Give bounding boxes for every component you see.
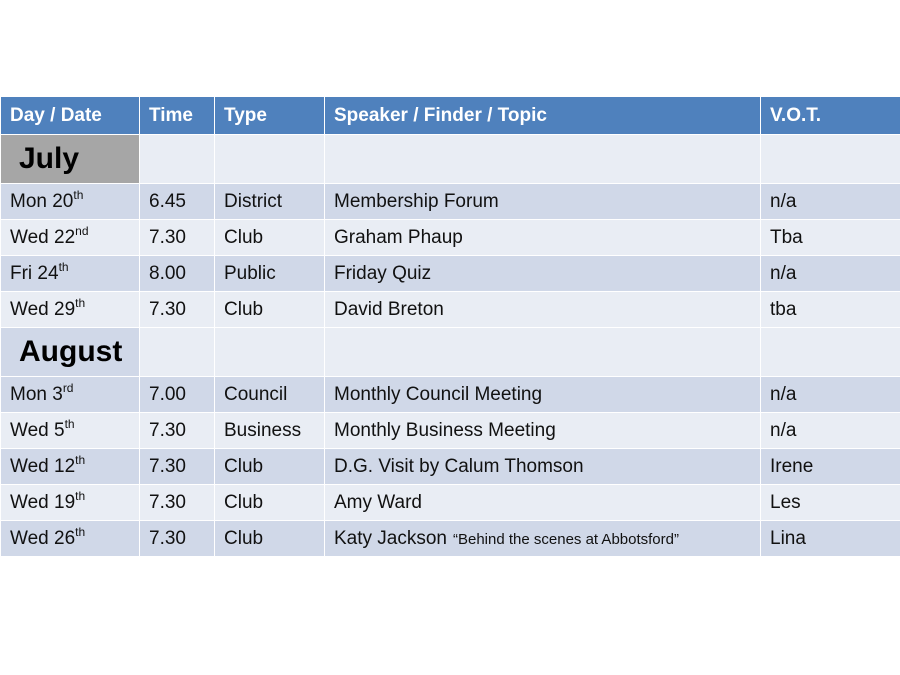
header-row (1, 97, 900, 135)
topic-cell: Monthly Business Meeting (325, 413, 761, 449)
day-cell: Fri 24th (1, 256, 140, 292)
topic-quote: “Behind the scenes at Abbotsford” (453, 530, 679, 548)
type-cell: District (215, 184, 325, 220)
vot-cell: Les (761, 485, 900, 521)
topic-cell: Katy Jackson “Behind the scenes at Abbotsford” (325, 521, 761, 557)
schedule-table (0, 96, 900, 557)
vot-cell: Irene (761, 449, 900, 485)
type-cell: Club (215, 449, 325, 485)
header-vot: V.O.T. (761, 97, 900, 135)
day-cell: Wed 29th (1, 292, 140, 328)
topic-cell: D.G. Visit by Calum Thomson (325, 449, 761, 485)
time-cell: 8.00 (140, 256, 215, 292)
header-speaker-topic: Speaker / Finder / Topic (325, 97, 761, 135)
time-cell: 7.30 (140, 220, 215, 256)
topic-cell: David Breton (325, 292, 761, 328)
time-cell: 6.45 (140, 184, 215, 220)
time-cell: 7.00 (140, 377, 215, 413)
topic-cell: Graham Phaup (325, 220, 761, 256)
type-cell: Club (215, 220, 325, 256)
day-cell: Wed 12th (1, 449, 140, 485)
vot-cell: n/a (761, 184, 900, 220)
topic-cell: Friday Quiz (325, 256, 761, 292)
vot-cell: Tba (761, 220, 900, 256)
month-row-july (1, 135, 900, 184)
topic-cell: Membership Forum (325, 184, 761, 220)
vot-cell: n/a (761, 377, 900, 413)
time-cell: 7.30 (140, 413, 215, 449)
topic-cell: Amy Ward (325, 485, 761, 521)
table-row (1, 413, 900, 449)
day-cell: Mon 3rd (1, 377, 140, 413)
type-cell: Public (215, 256, 325, 292)
table-row (1, 485, 900, 521)
table-row (1, 377, 900, 413)
vot-cell: n/a (761, 256, 900, 292)
table-row (1, 292, 900, 328)
day-cell: Wed 5th (1, 413, 140, 449)
vot-cell: tba (761, 292, 900, 328)
time-cell: 7.30 (140, 485, 215, 521)
table-row (1, 184, 900, 220)
table-row (1, 256, 900, 292)
table-row (1, 449, 900, 485)
time-cell: 7.30 (140, 449, 215, 485)
month-label: August (1, 328, 140, 377)
header-type: Type (215, 97, 325, 135)
header-day-date: Day / Date (1, 97, 140, 135)
table-row (1, 521, 900, 557)
month-label: July (1, 135, 140, 184)
type-cell: Business (215, 413, 325, 449)
type-cell: Council (215, 377, 325, 413)
vot-cell: n/a (761, 413, 900, 449)
table-row (1, 220, 900, 256)
day-cell: Wed 22nd (1, 220, 140, 256)
type-cell: Club (215, 521, 325, 557)
day-cell: Mon 20th (1, 184, 140, 220)
topic-cell: Monthly Council Meeting (325, 377, 761, 413)
header-time: Time (140, 97, 215, 135)
time-cell: 7.30 (140, 521, 215, 557)
type-cell: Club (215, 485, 325, 521)
type-cell: Club (215, 292, 325, 328)
time-cell: 7.30 (140, 292, 215, 328)
day-cell: Wed 26th (1, 521, 140, 557)
day-cell: Wed 19th (1, 485, 140, 521)
vot-cell: Lina (761, 521, 900, 557)
month-row-august (1, 328, 900, 377)
